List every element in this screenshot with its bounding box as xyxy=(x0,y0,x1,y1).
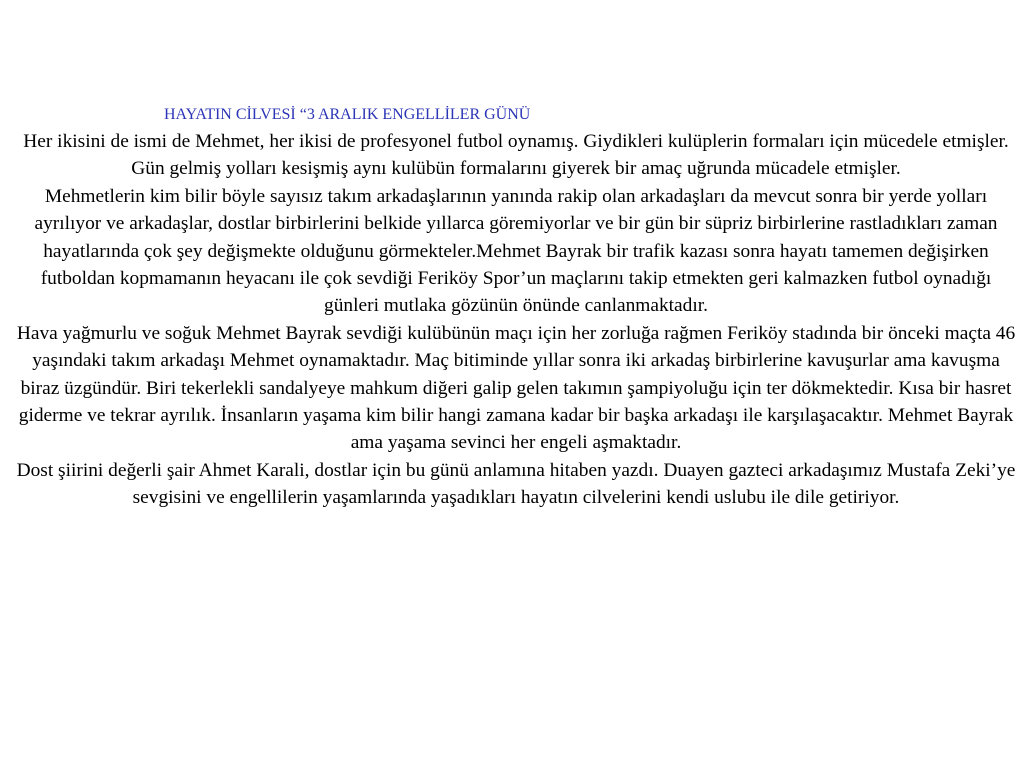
slide-heading: HAYATIN CİLVESİ “3 ARALIK ENGELLİLER GÜNÜ xyxy=(164,106,531,123)
paragraph-2: Mehmetlerin kim bilir böyle sayısız takım arkadaşlarının yanında rakip olan arkadaşları da mevcut sonra bir yerde yolları ayrılıyor ve arkadaşlar, dostlar birbirlerini belkide yıllarca göremiyorlar ve bir gün bir süpriz birbirlerine rastladıkları zaman hayatlarında çok şey değişmekte olduğunu görmekteler.Mehmet Bayrak bir trafik kazası sonra hayatı tamemen değişirken futboldan kopmamanın heyacanı ile çok sevdiği Feriköy Spor’un maçlarını takip etmekten geri kalmazken futbol oynadığı günleri mutlaka gözünün önünde canlanmaktadır. xyxy=(34,185,998,317)
paragraph-1: Her ikisini de ismi de Mehmet, her ikisi de profesyonel futbol oynamış. Giydikleri kulüplerin formaları için mücedele etmişler. Gün gelmiş yolları kesişmiş aynı kulübün formalarını giyerek bir amaç uğrunda mücadele etmişler. xyxy=(23,131,1009,180)
slide-body xyxy=(14,128,1018,512)
paragraph-3: Hava yağmurlu ve soğuk Mehmet Bayrak sevdiği kulübünün maçı için her zorluğa rağmen Feriköy stadında bir önceki maçta 46 yaşındaki takım arkadaşı Mehmet oynamaktadır. Maç bitiminde yıllar sonra iki arkadaş birbirlerine kavuşurlar ama kavuşma biraz üzgündür. Biri tekerlekli sandalyeye mahkum diğeri galip gelen takımın şampiyoluğu için ter dökmektedir. Kısa bir hasret giderme ve tekrar ayrılık. İnsanların yaşama kim bilir hangi zamana kadar bir başka arkadaşı ile karşılaşacaktır. Mehmet Bayrak ama yaşama sevinci her engeli aşmaktadır. xyxy=(16,322,1016,454)
paragraph-4: Dost şiirini değerli şair Ahmet Karali, dostlar için bu günü anlamına hitaben yazdı. Duayen gazteci arkadaşımız Mustafa Zeki’ye sevgisini ve engellilerin yaşamlarında yaşadıkları hayatın cilvelerini kendi uslubu ile dile getiriyor. xyxy=(16,459,1016,509)
